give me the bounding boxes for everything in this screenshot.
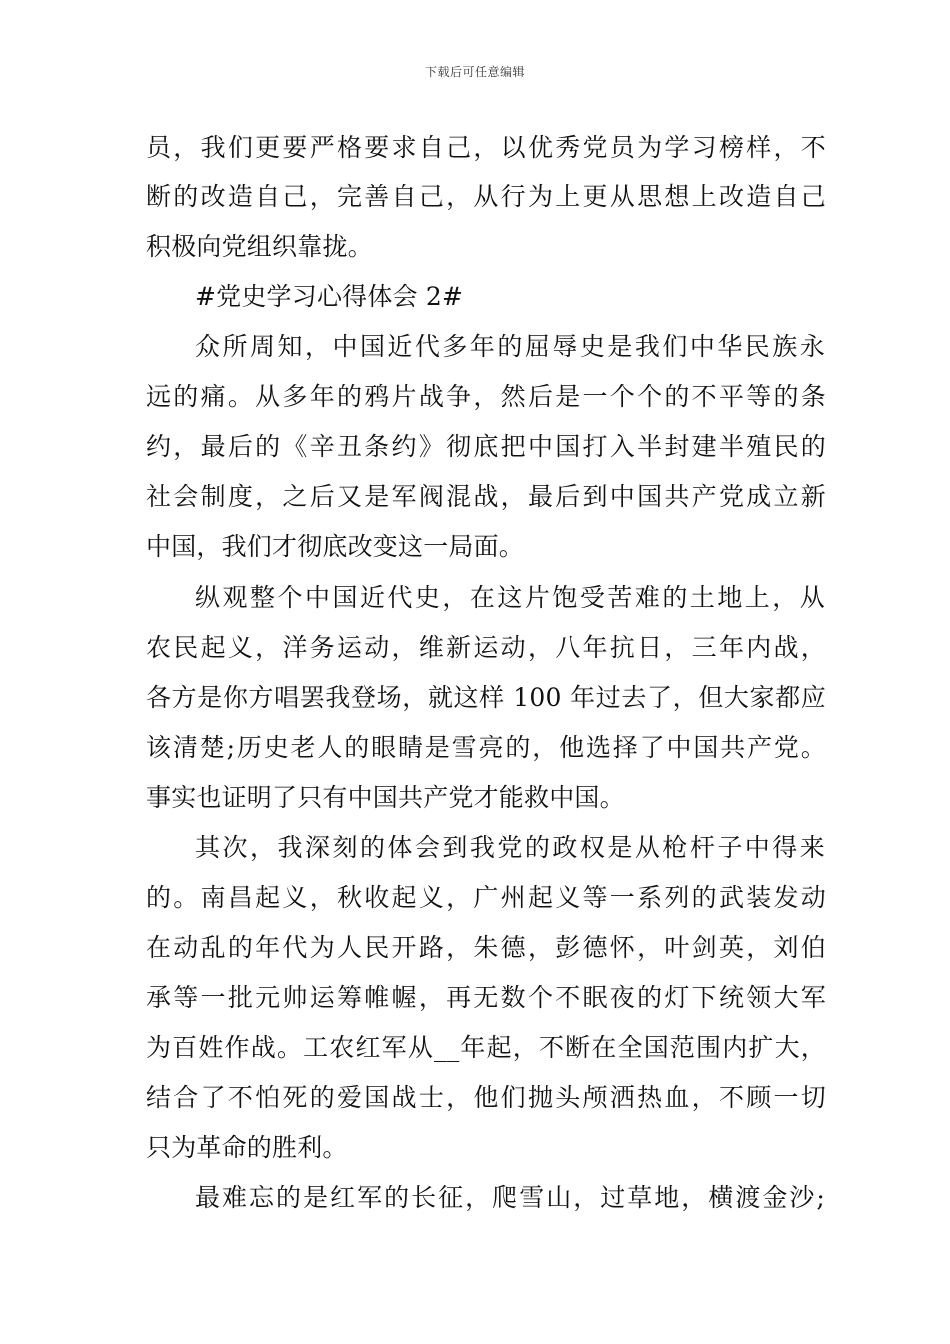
paragraph-line: 纵观整个中国近代史，在这片饱受苦难的土地上，从	[195, 583, 825, 612]
paragraph-line: 约，最后的《辛丑条约》彻底把中国打入半封建半殖民的	[146, 432, 826, 461]
page-header-note: 下载后可任意编辑	[424, 65, 525, 79]
paragraph-line: 各方是你方唱罢我登场，就这样 100 年过去了，但大家都应	[146, 683, 826, 712]
paragraph-line: 结合了不怕死的爱国战士，他们抛头颅洒热血，不顾一切	[146, 1083, 826, 1112]
paragraph-line: 为百姓作战。工农红军从__年起，不断在全国范围内扩大，	[146, 1033, 826, 1062]
paragraph-line: 远的痛。从多年的鸦片战争，然后是一个个的不平等的条	[146, 382, 826, 411]
paragraph-line: 该清楚;历史老人的眼睛是雪亮的，他选择了中国共产党。	[146, 733, 826, 762]
paragraph-line: 积极向党组织靠拢。	[146, 232, 373, 261]
paragraph-line: 最难忘的是红军的长征，爬雪山，过草地，横渡金沙;	[195, 1183, 825, 1212]
paragraph-line: 断的改造自己，完善自己，从行为上更从思想上改造自己	[146, 182, 826, 211]
paragraph-line: 社会制度，之后又是军阀混战，最后到中国共产党成立新	[146, 482, 826, 511]
paragraph-line: 在动乱的年代为人民开路，朱德，彭德怀，叶剑英，刘伯	[146, 933, 826, 962]
paragraph-line: 事实也证明了只有中国共产党才能救中国。	[146, 783, 625, 812]
paragraph-line: 其次，我深刻的体会到我党的政权是从枪杆子中得来	[195, 833, 825, 862]
paragraph-line: 承等一批元帅运筹帷幄，再无数个不眠夜的灯下统领大军	[146, 983, 826, 1012]
paragraph-line: 中国，我们才彻底改变这一局面。	[146, 532, 525, 561]
paragraph-line: 众所周知，中国近代多年的屈辱史是我们中华民族永	[195, 332, 825, 361]
paragraph-line: 农民起义，洋务运动，维新运动，八年抗日，三年内战，	[146, 633, 826, 662]
paragraph-line: 的。南昌起义，秋收起义，广州起义等一系列的武装发动	[146, 883, 826, 912]
paragraph-line: 员，我们更要严格要求自己，以优秀党员为学习榜样，不	[146, 133, 826, 162]
section-heading: #党史学习心得体会 2#	[195, 282, 464, 311]
paragraph-line: 只为革命的胜利。	[146, 1133, 348, 1162]
